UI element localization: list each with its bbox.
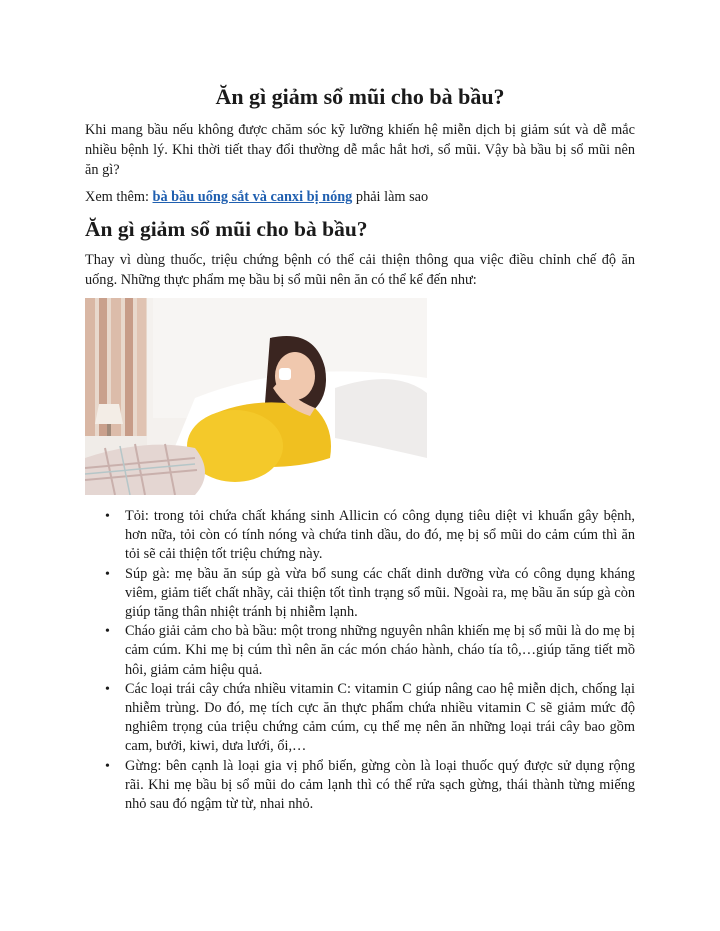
list-item: • Cháo giải cảm cho bà bầu: một trong những nguyên nhân khiến mẹ bị sổ mũi là do mẹ bị cảm cúm. Khi mẹ bị cúm thì nên ăn các món cháo hành, cháo tía tô,…giúp tăng tiết mồ hôi, giảm cảm hiệu quả.	[125, 622, 635, 680]
see-also-link[interactable]: bà bầu uống sắt và canxi bị nóng	[152, 189, 353, 205]
see-also-suffix: phải làm sao	[352, 189, 429, 205]
page-title: Ăn gì giảm sổ mũi cho bà bầu?	[215, 84, 505, 109]
see-also-prefix: Xem thêm:	[85, 189, 153, 205]
list-item: • Tỏi: trong tỏi chứa chất kháng sinh Allicin có công dụng tiêu diệt vi khuẩn gây bệnh, hơn nữa, tỏi còn có tính nóng và chứa tinh dầu, do đó, mẹ bị sổ mũi do cảm cúm thì ăn tỏi sẽ cải thiện tốt triệu chứng này.	[125, 507, 635, 565]
see-also-line	[85, 187, 635, 207]
food-list	[85, 507, 635, 814]
pregnant-woman-photo	[85, 298, 427, 495]
list-item: • Các loại trái cây chứa nhiều vitamin C: vitamin C giúp nâng cao hệ miễn dịch, chống lại nhiễm trùng. Do đó, mẹ tích cực ăn thực phẩm chứa nhiều vitamin C sẽ giảm mức độ nghiêm trọng của triệu chứng cảm cúm, cụ thể mẹ nên ăn những loại trái cây bao gồm cam, bưởi, kiwi, dưa lưới, ổi,…	[125, 680, 635, 757]
section-intro-paragraph: Thay vì dùng thuốc, triệu chứng bệnh có thể cải thiện thông qua việc điều chỉnh chế độ ăn uống. Những thực phẩm mẹ bầu bị sổ mũi nên ăn có thể kể đến như:	[85, 252, 635, 288]
list-item: • Súp gà: mẹ bầu ăn súp gà vừa bổ sung các chất dinh dưỡng vừa có công dụng kháng viêm, giảm tiết chất nhầy, cải thiện tốt tình trạng sổ mũi. Ngoài ra, mẹ bầu ăn súp gà còn giúp tăng thân nhiệt tránh bị nhiễm lạnh.	[125, 565, 635, 623]
section-heading: Ăn gì giảm sổ mũi cho bà bầu?	[85, 217, 368, 241]
list-item: • Gừng: bên cạnh là loại gia vị phổ biến, gừng còn là loại thuốc quý được sử dụng rộng rãi. Khi mẹ bầu bị sổ mũi do cảm lạnh thì có thể rửa sạch gừng, thái thành từng miếng nhỏ sau đó ngậm từ từ, nhai nhỏ.	[125, 757, 635, 815]
intro-paragraph: Khi mang bầu nếu không được chăm sóc kỹ lưỡng khiến hệ miễn dịch bị giảm sút và dễ mắc nhiều bệnh lý. Khi thời tiết thay đổi thường dễ mắc hắt hơi, sổ mũi. Vậy bà bầu bị sổ mũi nên ăn gì?	[85, 122, 635, 178]
